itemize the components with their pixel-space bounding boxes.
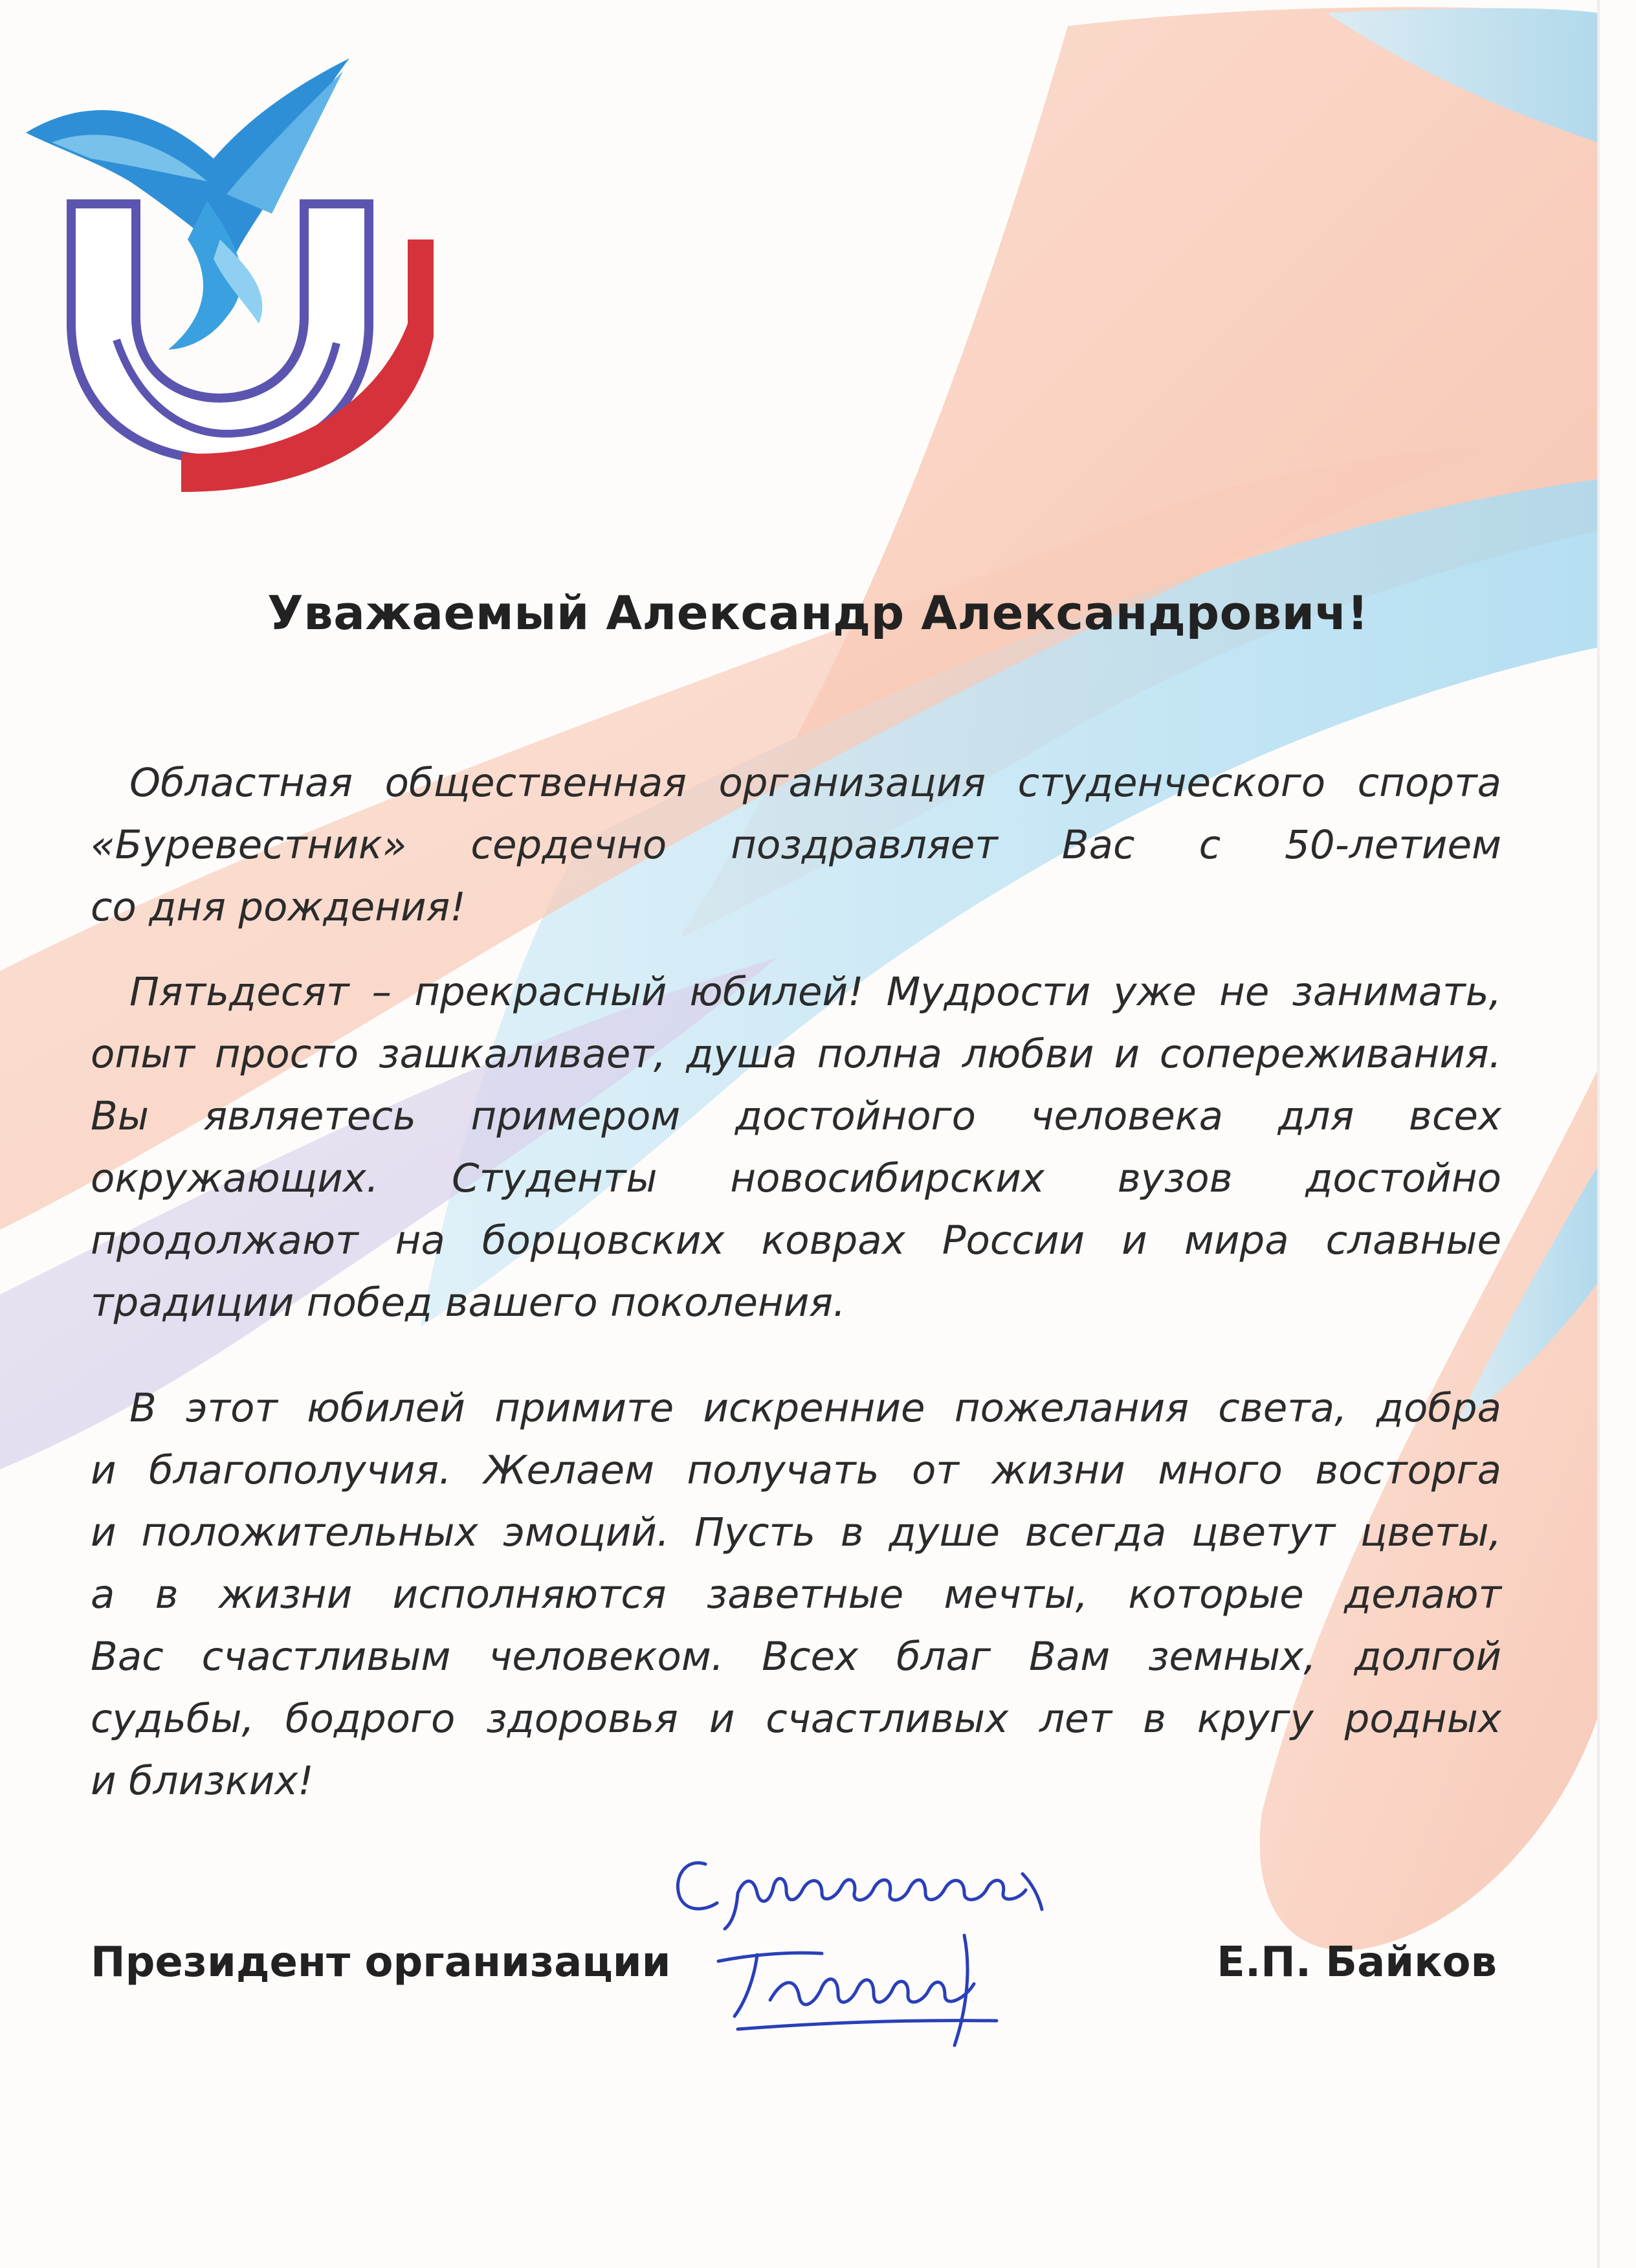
paragraph-line: «Буревестник» сердечно поздравляет Вас с 50-летием — [91, 822, 1501, 868]
paragraph-line: Вас счастливым человеком. Всех благ Вам земных, долгой — [91, 1634, 1501, 1680]
paragraph-line: Пятьдесят – прекрасный юбилей! Мудрости уже не занимать, — [129, 969, 1501, 1015]
signature-position: Президент организации — [91, 1939, 671, 1986]
paragraph-2 — [91, 961, 1501, 1334]
handwritten-signature — [660, 1838, 1178, 2052]
paragraph-line: и благополучия. Желаем получать от жизни много восторга — [91, 1447, 1501, 1493]
signature-name: Е.П. Байков — [1217, 1939, 1497, 1986]
paragraph-1 — [91, 752, 1501, 939]
greeting-heading: Уважаемый Александр Александрович! — [267, 586, 1369, 640]
paragraph-line: продолжают на борцовских коврах России и мира славные — [91, 1217, 1501, 1263]
paragraph-line: Областная общественная организация студенческого спорта — [129, 760, 1501, 806]
paragraph-line: судьбы, бодрого здоровья и счастливых лет в кругу родных — [91, 1696, 1501, 1742]
paragraph-line: со дня рождения! — [91, 884, 466, 930]
burevestnik-logo-icon — [13, 45, 434, 492]
paragraph-line: и положительных эмоций. Пусть в душе всегда цветут цветы, — [91, 1509, 1501, 1555]
paragraph-line: Вы являетесь примером достойного человека для всех — [91, 1093, 1501, 1139]
paragraph-line: окружающих. Студенты новосибирских вузов достойно — [91, 1155, 1501, 1201]
paragraph-3 — [91, 1377, 1501, 1812]
paragraph-line: традиции побед вашего поколения. — [91, 1280, 846, 1326]
paragraph-line: и близких! — [91, 1758, 314, 1804]
paragraph-line: а в жизни исполняются заветные мечты, которые делают — [91, 1572, 1501, 1618]
paragraph-line: В этот юбилей примите искренние пожелания света, добра — [129, 1385, 1501, 1431]
paragraph-line: опыт просто зашкаливает, душа полна любви и сопереживания. — [91, 1031, 1501, 1077]
